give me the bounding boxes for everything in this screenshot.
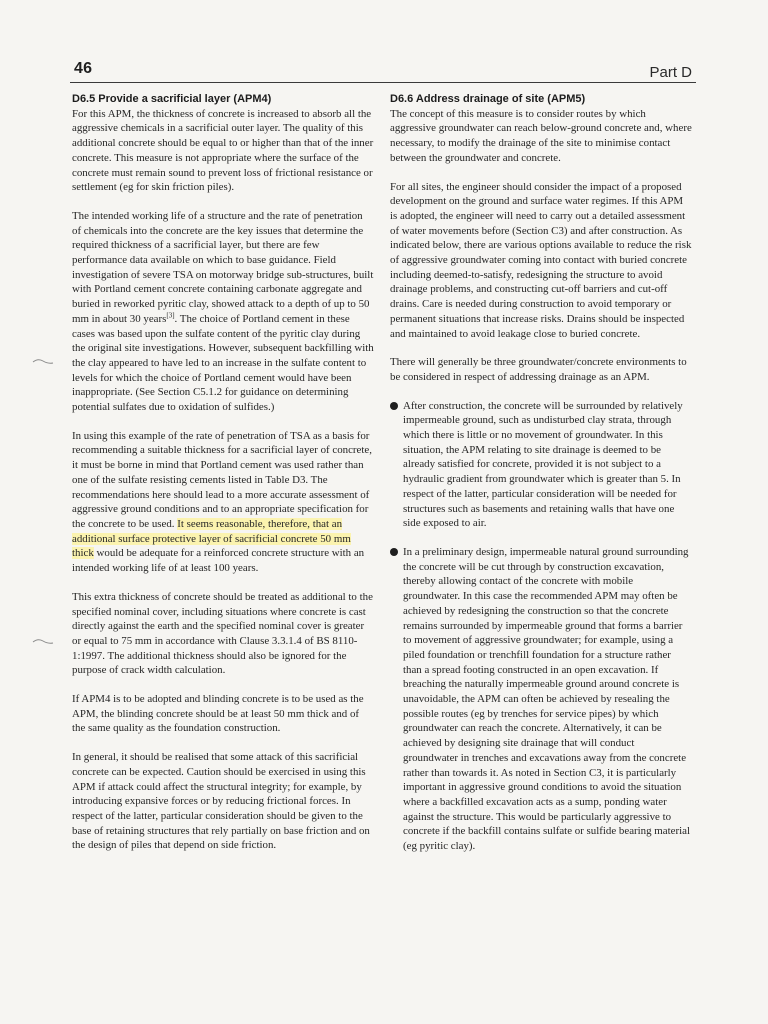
- paragraph: If APM4 is to be adopted and blinding concrete is to be used as the APM, the blinding concrete should be at least 50 mm thick and of the same quality as the foundation construction.: [72, 693, 364, 735]
- header-rule: [70, 82, 696, 83]
- paragraph: There will generally be three groundwater/concrete environments to be considered in respect of addressing drainage as an APM.: [390, 356, 687, 383]
- bullet-dot-icon: [390, 548, 398, 556]
- paragraph: For this APM, the thickness of concrete is increased to absorb all the aggressive chemicals in a sacrificial outer layer. The quality of this additional concrete should be equal to or higher than that of the inner concrete. This measure is not appropriate where the surface of the concrete must remain sound to prevent loss of frictional resistance or settlement (eg for skin friction piles).: [72, 107, 374, 194]
- reference-citation: [3]: [166, 311, 175, 320]
- right-column: [390, 92, 692, 868]
- paragraph: [72, 429, 374, 576]
- paragraph-text: would be adequate for a reinforced concrete structure with an intended working life of at least 100 years.: [72, 547, 365, 575]
- bullet-text: After construction, the concrete will be surrounded by relatively impermeable ground, such as undisturbed clay strata, through which there is little or no movement of groundwater. In this situation, the APM relating to site drainage is deemed to be already satisfied for concrete, provided it is not subject to a hydraulic gradient from groundwater which is greater than 5. In respect of the latter, particular consideration will be needed for structures such as basements and retaining walls that have one side exposed to air.: [403, 399, 683, 530]
- margin-pencil-mark-2: [32, 636, 54, 646]
- bullet-item: [390, 399, 692, 531]
- page-number: 46: [74, 60, 93, 77]
- bullet-text: In a preliminary design, impermeable natural ground surrounding the concrete will be cut through by construction excavation, thereby allowing contact of the concrete with mobile groundwater. In this case the recommended APM may often be achieved by redesigning the construction so that the concrete remains surrounded by impermeable ground that forms a barrier to movement of aggressive groundwater; for example, using a piled foundation or trenchfill foundation for a structure rather than a spread footing constructed in an open excavation. If breaching the naturally impermeable ground around concrete is unavoidable, the APM can often be achieved by resealing the possible routes (eg by trenches for service pipes) by which groundwater can reach the concrete. Alternatively, it can be achieved by designing site drainage that will conduct groundwater in trenches and excavations away from the concrete rather than towards it. As noted in Section C3, it is particularly important in aggressive ground conditions to avoid the situation where a backfilled excavation acts as a sump, ponding water against the structure. This would be particularly aggressive to concrete if the backfill contains sulfate or sulfide bearing material (eg pyritic clay).: [403, 545, 690, 853]
- margin-pencil-mark-1: [32, 356, 54, 366]
- paragraph: The concept of this measure is to consider routes by which aggressive groundwater can reach below-ground concrete and, where necessary, to modify the drainage of the site to minimise contact between the groundwater and concrete.: [390, 107, 692, 164]
- left-column: [72, 92, 374, 867]
- paragraph: For all sites, the engineer should consider the impact of a proposed development on the ground and surface water regimes. If this APM is adopted, the engineer will need to carry out a detailed assessment of water movements before (Section C3) and after construction. As indicated below, there are various options available to reduce the risk of aggressive groundwater coming into contact with buried concrete including deemed-to-satisfy, redesigning the structure to avoid drainage problems, and constructing cut-off barriers and cut-off drains. Care is needed during construction to avoid temporary or permanent situations that increase risks. Drains should be inspected and maintained to avoid leakage close to buried concrete.: [390, 180, 692, 340]
- paragraph: In general, it should be realised that some attack of this sacrificial concrete can be expected. Caution should be exercised in using this APM if attack could affect the structural integrity; for example, by introducing expansive forces or by reducing frictional forces. In respect of the latter, particular consideration should be given to the base of retaining structures that rely partially on base friction and on the design of piles that depend on side friction.: [72, 751, 370, 852]
- bullet-dot-icon: [390, 402, 398, 410]
- paragraph-text: . The choice of Portland cement in these cases was based upon the sulfate content of the pyritic clay during the original site investigations. However, subsequent backfilling with the clay appeared to have led to an increase in the sulfate content to levels for which the choice of Portland cement would have been inappropriate. (See Section C5.1.2 for guidance on determining potential sulfates due to oxidation of sulfides.): [72, 312, 374, 414]
- highlighted-text: It seems reasonable, therefore, that an additional surface protective layer of sacrificial concrete 50 mm thick: [72, 517, 351, 560]
- paragraph-text: The intended working life of a structure and the rate of penetration of chemicals into the concrete are the key issues that determine the required thickness of a sacrificial layer, but there are few performance data available on which to base guidance. Field investigation of severe TSA on motorway bridge sub-structures, built with Portland cement concrete containing carbonate aggregate and buried in reworked pyritic clay, showed attack to a depth of up to 50 mm in about 30 years: [72, 209, 374, 325]
- bullet-item: [390, 545, 692, 854]
- part-label: Part D: [649, 64, 692, 81]
- section-heading-d6-5: D6.5 Provide a sacrificial layer (APM4): [72, 93, 272, 105]
- paragraph: This extra thickness of concrete should be treated as additional to the specified nominal cover, including situations where concrete is cast directly against the earth and the specified nominal cover is greater or equal to 75 mm in accordance with Clause 3.3.1.4 of BS 8110-1:1997. The additional thickness should also be ignored for the purpose of crack width calculation.: [72, 590, 373, 677]
- paragraph: [72, 209, 374, 415]
- section-heading-d6-6: D6.6 Address drainage of site (APM5): [390, 93, 586, 105]
- paragraph-text: In using this example of the rate of penetration of TSA as a basis for recommending a suitable thickness for a sacrificial layer of concrete, it must be borne in mind that Portland cement was used rather than one of the sulfate resisting cements listed in Table D3. The recommendations here should lead to a more accurate assessment of aggressive ground conditions and to an appropriate specification for the concrete to be used.: [72, 429, 372, 530]
